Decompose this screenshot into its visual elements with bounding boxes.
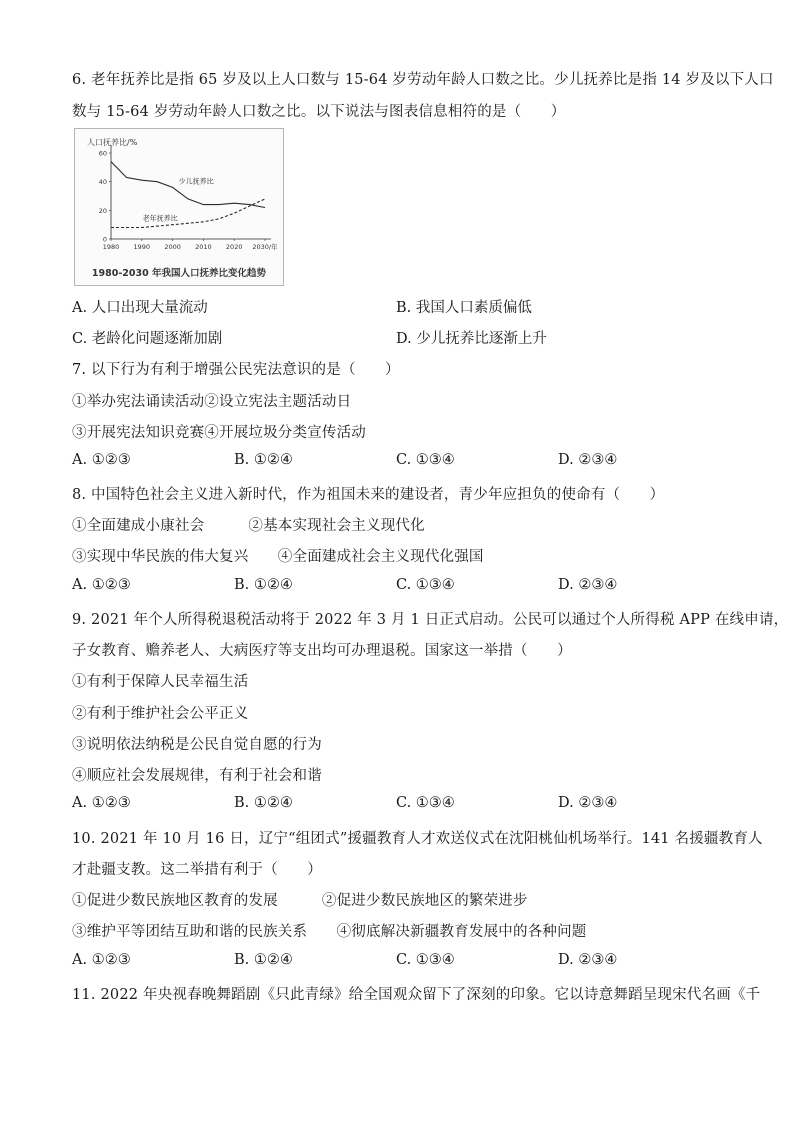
q9-option-a[interactable]: A. ①②③ xyxy=(72,795,131,811)
q8-options xyxy=(72,577,722,597)
q6-option-d[interactable]: D. 少儿抚养比逐渐上升 xyxy=(396,331,547,347)
chart-series-labels xyxy=(143,176,214,222)
q6-option-c[interactable]: C. 老龄化问题逐渐加剧 xyxy=(72,331,223,347)
x-tick-label: 1980 xyxy=(102,243,120,251)
y-tick-label: 60 xyxy=(98,149,107,158)
q8-option-c[interactable]: C. ①③④ xyxy=(396,577,455,593)
q9-statement-1: ①有利于保障人民幸福生活 xyxy=(72,674,249,690)
q10-option-b[interactable]: B. ①②④ xyxy=(234,952,293,968)
x-tick-label: 1990 xyxy=(133,243,151,251)
q7-stem: 7. 以下行为有利于增强公民宪法意识的是（ ） xyxy=(72,362,400,378)
q8-option-d[interactable]: D. ②③④ xyxy=(558,577,618,593)
q7-option-c[interactable]: C. ①③④ xyxy=(396,452,455,468)
q7-statement-1: ①举办宪法诵读活动②设立宪法主题活动日 xyxy=(72,394,352,410)
q9-option-d[interactable]: D. ②③④ xyxy=(558,795,618,811)
q9-option-b[interactable]: B. ①②④ xyxy=(234,795,293,811)
population-dependency-chart xyxy=(74,128,284,286)
q6-option-a[interactable]: A. 人口出现大量流动 xyxy=(72,300,208,316)
q7-statement-2: ③开展宪法知识竞赛④开展垃圾分类宣传活动 xyxy=(72,425,366,441)
q7-option-b[interactable]: B. ①②④ xyxy=(234,452,293,468)
q8-option-a[interactable]: A. ①②③ xyxy=(72,577,131,593)
chart-series xyxy=(111,162,265,228)
chart-axes xyxy=(111,145,271,239)
q8-statement-1: ①全面建成小康社会 ②基本实现社会主义现代化 xyxy=(72,518,425,534)
q9-options xyxy=(72,795,722,815)
q10-options xyxy=(72,952,722,972)
q9-stem-line2: 子女教育、赡养老人、大病医疗等支出均可办理退税。国家这一举措（ ） xyxy=(72,643,572,659)
x-tick-label: 2030/年 xyxy=(252,243,278,251)
q9-stem-line1: 9. 2021 年个人所得税退税活动将于 2022 年 3 月 1 日正式启动。公民可以通过个人所得税 APP 在线申请， xyxy=(72,612,789,628)
q8-stem: 8. 中国特色社会主义进入新时代，作为祖国未来的建设者，青少年应担负的使命有（ ） xyxy=(72,487,665,503)
q7-option-d[interactable]: D. ②③④ xyxy=(558,452,618,468)
x-tick-label: 2000 xyxy=(164,243,181,251)
y-tick-label: 40 xyxy=(98,178,107,187)
q9-option-c[interactable]: C. ①③④ xyxy=(396,795,455,811)
x-tick-label: 2020 xyxy=(225,243,243,251)
chart-svg xyxy=(75,129,283,285)
q10-option-a[interactable]: A. ①②③ xyxy=(72,952,131,968)
q10-statement-2: ③维护平等团结互助和谐的民族关系 ④彻底解决新疆教育发展中的各种问题 xyxy=(72,924,587,940)
q6-option-b[interactable]: B. 我国人口素质偏低 xyxy=(396,300,532,316)
q10-stem-line1: 10. 2021 年 10 月 16 日，辽宁“组团式”援疆教育人才欢送仪式在沈阳桃仙机场举行。141 名援疆教育人 xyxy=(72,831,763,847)
q6-stem-line1: 6. 老年抚养比是指 65 岁及以上人口数与 15-64 岁劳动年龄人口数之比。少儿抚养比是指 14 岁及以下人口 xyxy=(72,72,774,88)
chart-ticks xyxy=(99,150,278,252)
y-axis-label: 人口抚养比/% xyxy=(87,138,138,147)
q6-stem-line2: 数与 15-64 岁劳动年龄人口数之比。以下说法与图表信息相符的是（ ） xyxy=(72,104,566,120)
q11-stem-line1: 11. 2022 年央视春晚舞蹈剧《只此青绿》给全国观众留下了深刻的印象。它以诗意舞蹈呈现宋代名画《千 xyxy=(72,987,761,1003)
q10-stem-line2: 才赴疆支教。这二举措有利于（ ） xyxy=(72,862,322,878)
y-tick-label: 0 xyxy=(102,235,107,244)
q10-option-d[interactable]: D. ②③④ xyxy=(558,952,618,968)
q8-statement-2: ③实现中华民族的伟大复兴 ④全面建成社会主义现代化强国 xyxy=(72,549,484,565)
series-label-children: 少儿抚养比 xyxy=(178,177,214,186)
q8-option-b[interactable]: B. ①②④ xyxy=(234,577,293,593)
q10-option-c[interactable]: C. ①③④ xyxy=(396,952,455,968)
q9-statement-4: ④顺应社会发展规律，有利于社会和谐 xyxy=(72,768,322,784)
y-tick-label: 20 xyxy=(98,206,107,215)
q6-options xyxy=(72,296,722,316)
q7-options xyxy=(72,452,722,472)
q7-option-a[interactable]: A. ①②③ xyxy=(72,452,131,468)
q10-statement-1: ①促进少数民族地区教育的发展 ②促进少数民族地区的繁荣进步 xyxy=(72,893,528,909)
chart-caption: 1980-2030 年我国人口抚养比变化趋势 xyxy=(91,268,267,279)
series-line-elderly xyxy=(111,199,265,228)
q9-statement-2: ②有利于维护社会公平正义 xyxy=(72,706,249,722)
q6-options-row2 xyxy=(72,327,722,347)
x-tick-label: 2010 xyxy=(195,243,212,251)
series-label-elderly: 老年抚养比 xyxy=(142,214,178,223)
q9-statement-3: ③说明依法纳税是公民自觉自愿的行为 xyxy=(72,737,322,753)
